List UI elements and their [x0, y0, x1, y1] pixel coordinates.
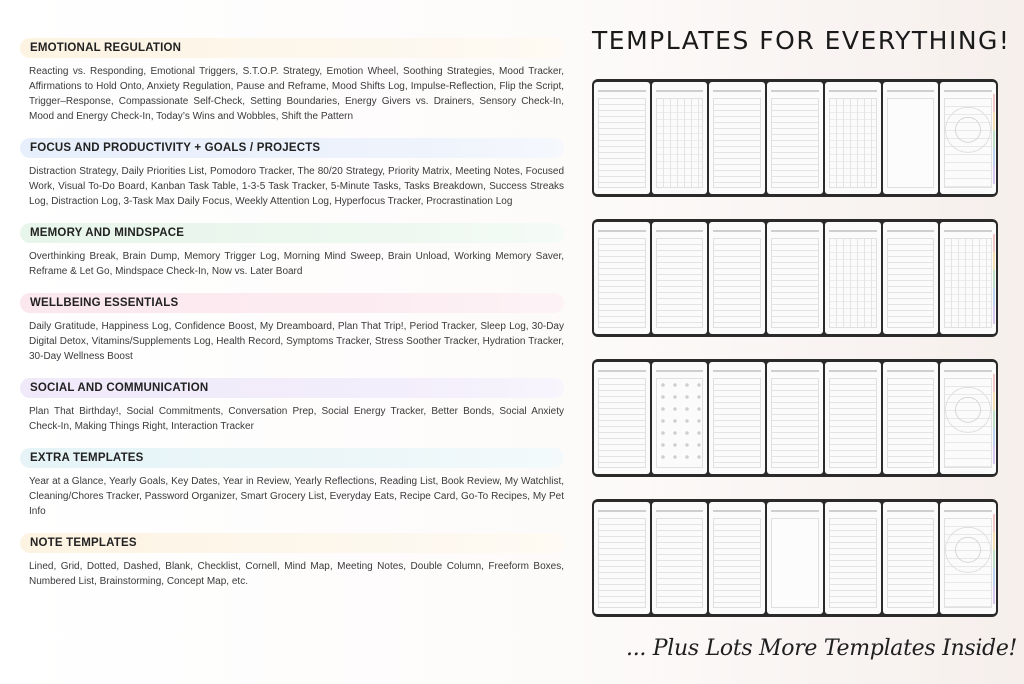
template-preview-grid	[592, 79, 998, 639]
section-heading: FOCUS AND PRODUCTIVITY + GOALS / PROJECTS	[20, 138, 564, 158]
template-page-thumbnail	[940, 502, 996, 614]
preview-row	[592, 79, 998, 197]
template-page-thumbnail	[594, 362, 650, 474]
template-page-thumbnail	[652, 502, 708, 614]
template-page-thumbnail	[940, 362, 996, 474]
section-extra-templates	[20, 448, 564, 519]
preview-row	[592, 219, 998, 337]
template-page-thumbnail	[825, 502, 881, 614]
template-page-thumbnail	[767, 502, 823, 614]
section-note-templates	[20, 533, 564, 589]
template-page-thumbnail	[883, 362, 939, 474]
section-heading: WELLBEING ESSENTIALS	[20, 293, 564, 313]
section-focus-productivity	[20, 138, 564, 209]
section-emotional-regulation	[20, 38, 564, 124]
template-page-thumbnail	[709, 82, 765, 194]
template-page-thumbnail	[652, 222, 708, 334]
section-tabs	[993, 94, 995, 184]
section-heading: MEMORY AND MINDSPACE	[20, 223, 564, 243]
section-wellbeing	[20, 293, 564, 364]
footer-tagline: ... Plus Lots More Templates Inside!	[626, 636, 1018, 661]
template-page-thumbnail	[825, 222, 881, 334]
section-description: Distraction Strategy, Daily Priorities List, Pomodoro Tracker, The 80/20 Strategy, Priority Matrix, Meeting Notes, Focused Work, Visual To-Do Board, Kanban Task Table, 1-3-5 Task Tracker, 5-Minute Tasks, Tasks Breakdown, Success Streaks Log, Distraction Log, 3-Task Max Daily Focus, Weekly Attention Log, Hyperfocus Tracker, Procrastination Log	[29, 166, 564, 207]
preview-row	[592, 499, 998, 617]
template-list	[20, 38, 564, 603]
template-page-thumbnail	[709, 502, 765, 614]
template-page-thumbnail	[652, 362, 708, 474]
section-heading: NOTE TEMPLATES	[20, 533, 564, 553]
template-page-thumbnail	[883, 82, 939, 194]
section-heading: EMOTIONAL REGULATION	[20, 38, 564, 58]
template-page-thumbnail	[767, 222, 823, 334]
section-tabs	[993, 514, 995, 604]
template-page-thumbnail	[652, 82, 708, 194]
template-page-thumbnail	[767, 82, 823, 194]
template-page-thumbnail	[709, 362, 765, 474]
template-page-thumbnail	[940, 82, 996, 194]
template-page-thumbnail	[883, 502, 939, 614]
section-social-communication	[20, 378, 564, 434]
template-page-thumbnail	[709, 222, 765, 334]
template-page-thumbnail	[594, 82, 650, 194]
section-heading: EXTRA TEMPLATES	[20, 448, 564, 468]
template-page-thumbnail	[883, 222, 939, 334]
section-description: Daily Gratitude, Happiness Log, Confidence Boost, My Dreamboard, Plan That Trip!, Period Tracker, Sleep Log, 30-Day Digital Detox, Vitamins/Supplements Log, Health Record, Symptoms Tracker, Stress Soother Tracker, Hydration Tracker, 30-Day Wellness Boost	[29, 321, 564, 362]
section-heading: SOCIAL AND COMMUNICATION	[20, 378, 564, 398]
section-tabs	[993, 234, 995, 324]
preview-row	[592, 359, 998, 477]
section-description: Lined, Grid, Dotted, Dashed, Blank, Checklist, Cornell, Mind Map, Meeting Notes, Double Column, Freeform Boxes, Numbered List, Brainstorming, Concept Map, etc.	[29, 561, 564, 587]
section-description: Plan That Birthday!, Social Commitments, Conversation Prep, Social Energy Tracker, Better Bonds, Social Anxiety Check-In, Making Things Right, Interaction Tracker	[29, 406, 564, 432]
template-page-thumbnail	[594, 222, 650, 334]
section-memory-mindspace	[20, 223, 564, 279]
template-page-thumbnail	[825, 362, 881, 474]
section-description: Year at a Glance, Yearly Goals, Key Dates, Year in Review, Yearly Reflections, Reading List, Book Review, My Watchlist, Cleaning/Chores Tracker, Password Organizer, Smart Grocery List, Everyday Eats, Recipe Card, Go-To Recipes, My Pet Info	[29, 476, 564, 517]
section-description: Overthinking Break, Brain Dump, Memory Trigger Log, Morning Mind Sweep, Brain Unload, Working Memory Saver, Reframe & Let Go, Mindspace Check-In, Now vs. Later Board	[29, 251, 564, 277]
section-tabs	[993, 374, 995, 464]
section-description: Reacting vs. Responding, Emotional Triggers, S.T.O.P. Strategy, Emotion Wheel, Soothing Strategies, Mood Tracker, Affirmations to Hold Onto, Anxiety Regulation, Pause and Reframe, Mood Shifts Log, Impulse-Reflection, Flip the Script, Trigger–Response, Compassionate Self-Check, Setting Boundaries, Energy Givers vs. Drainers, Sensory Check-In, Mood and Energy Check-In, Today’s Wins and Wobbles, Shift the Pattern	[29, 66, 564, 122]
template-page-thumbnail	[594, 502, 650, 614]
template-page-thumbnail	[940, 222, 996, 334]
template-page-thumbnail	[825, 82, 881, 194]
page-title: TEMPLATES FOR EVERYTHING!	[592, 26, 1011, 55]
template-page-thumbnail	[767, 362, 823, 474]
